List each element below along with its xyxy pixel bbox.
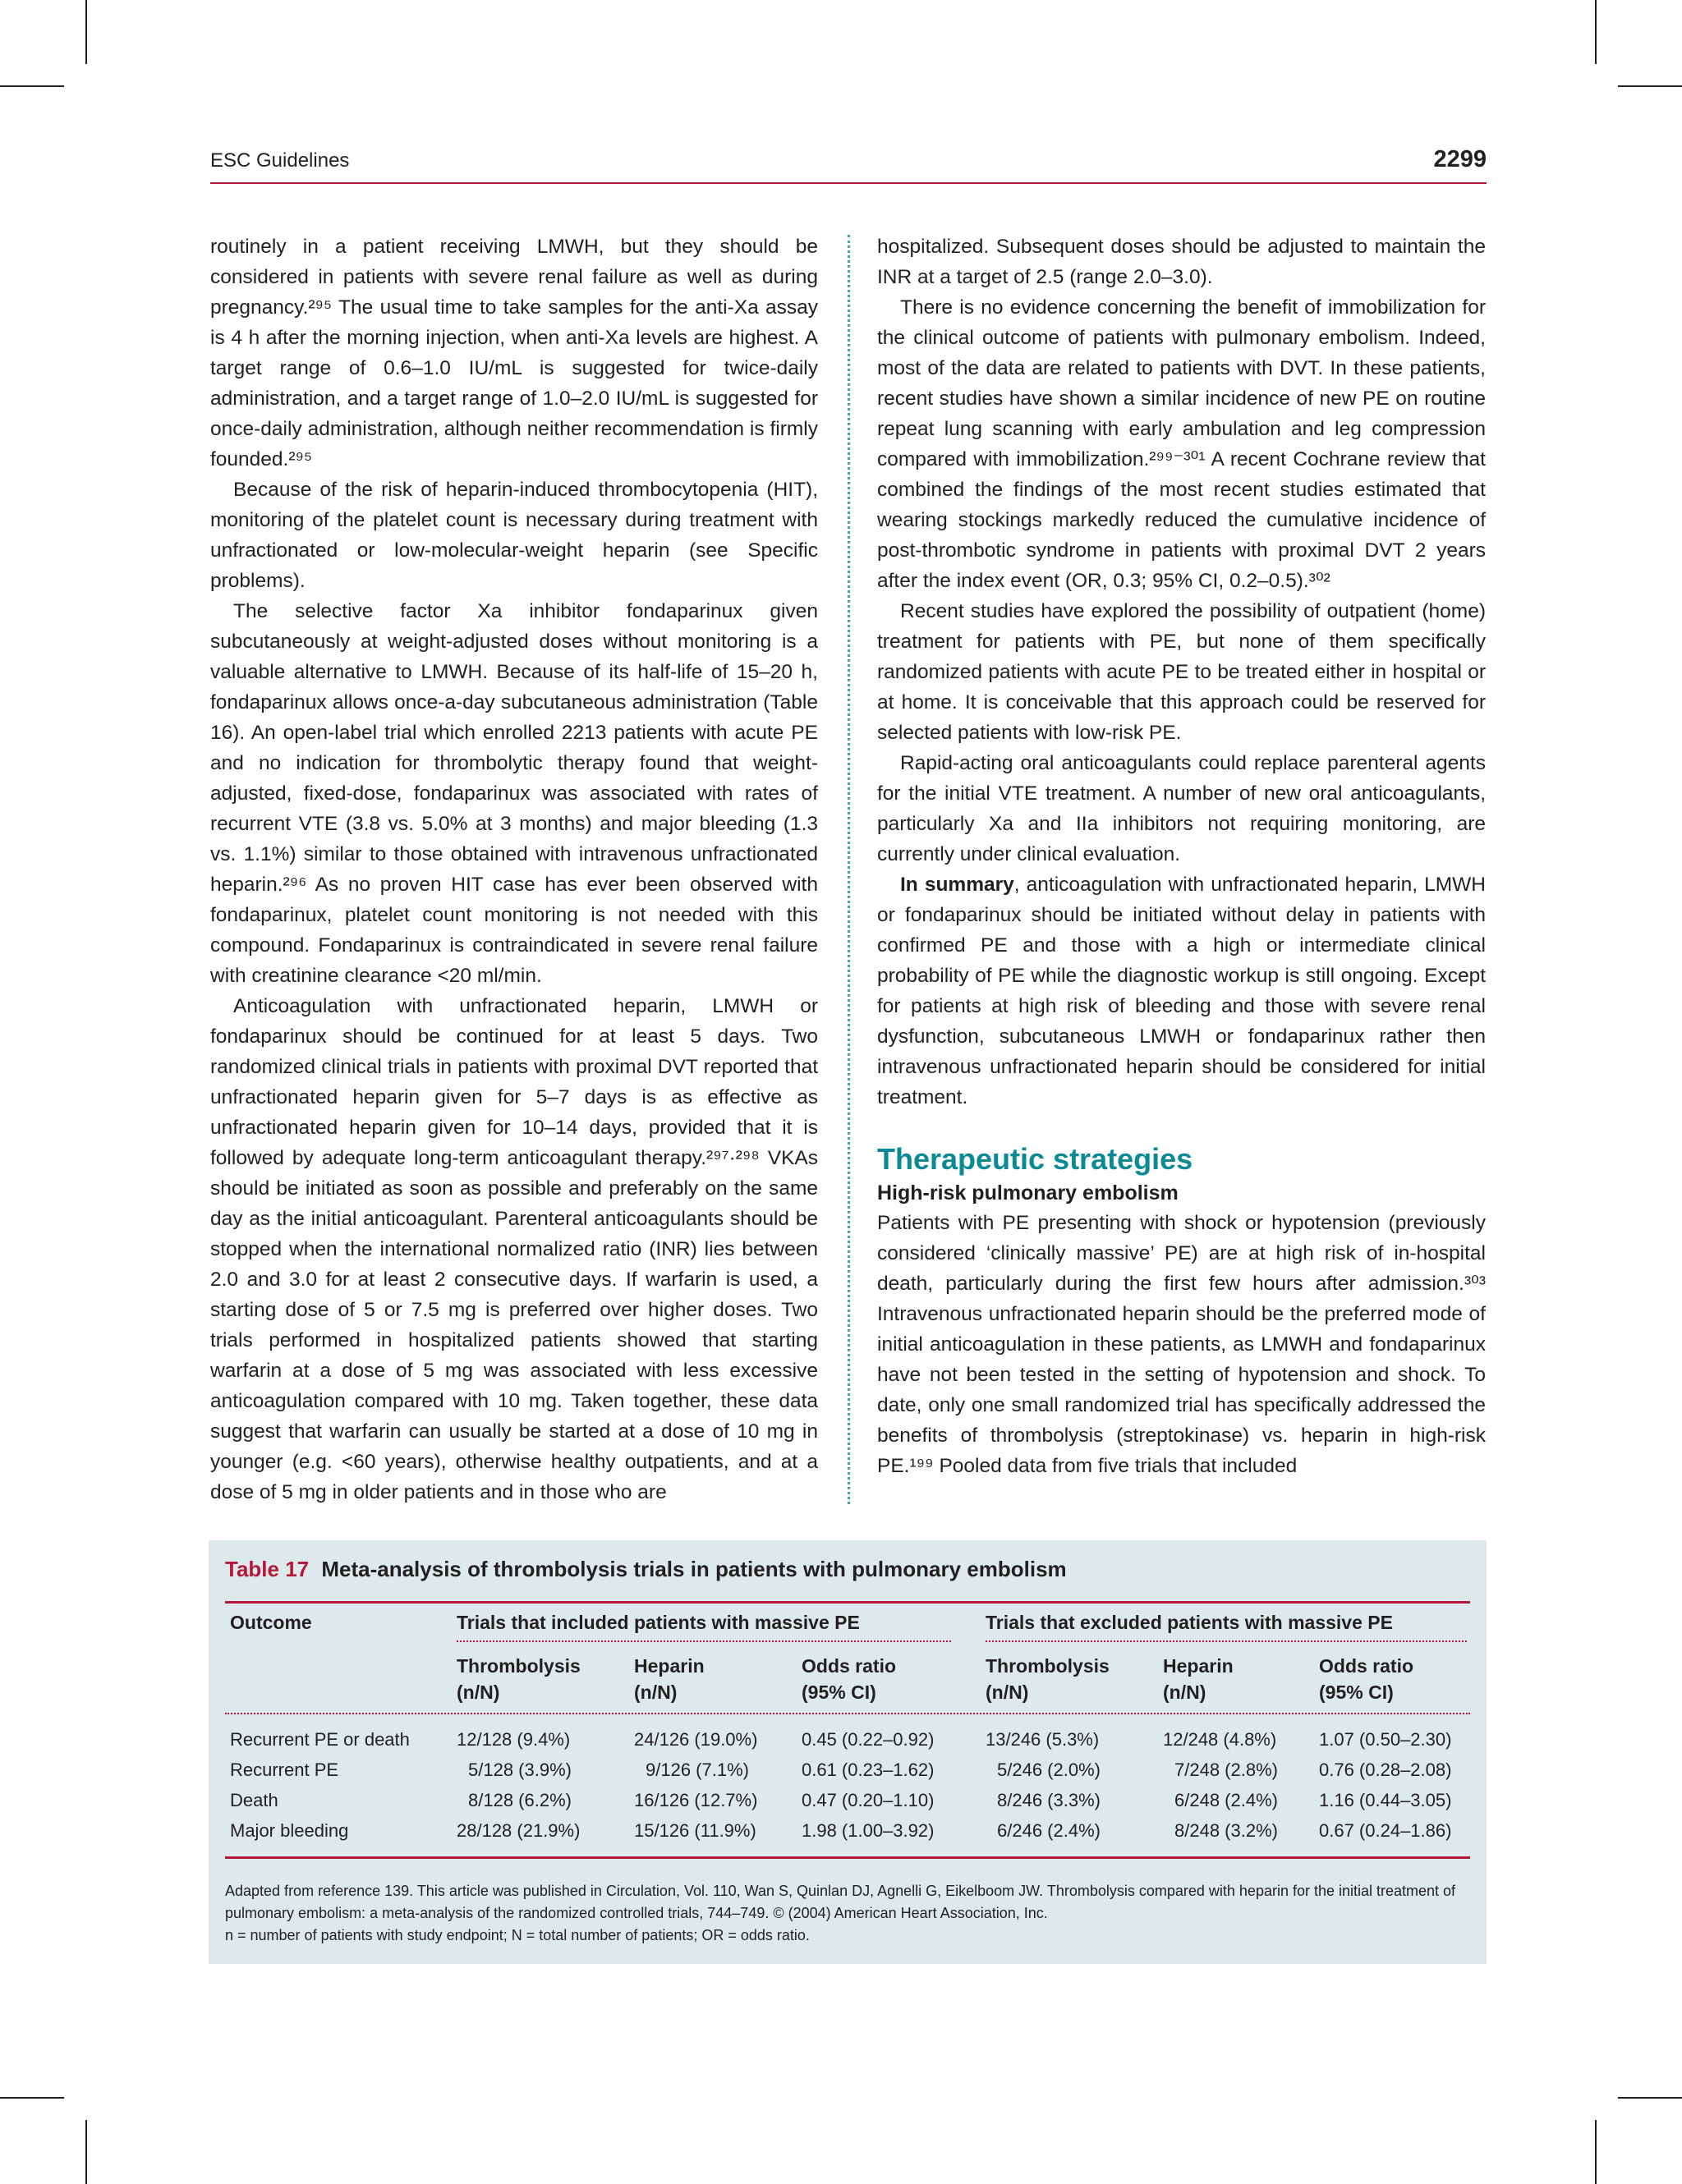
table-cell: 5/246 (2.0%) [997, 1760, 1101, 1780]
table-cell: 12/128 (9.4%) [457, 1729, 571, 1750]
table-cell: 6/248 (2.4%) [1174, 1790, 1278, 1810]
table-cell: 5/128 (3.9%) [468, 1760, 572, 1780]
table-cell: 16/126 (12.7%) [634, 1790, 758, 1810]
header-rule [225, 1713, 1470, 1714]
summary-lead: In summary [900, 874, 1014, 896]
table-footnote [225, 1880, 1470, 1947]
section-heading: Therapeutic strategies [877, 1142, 1193, 1176]
paragraph: routinely in a patient receiving LMWH, but they should be considered in patients with severe renal failure as well as during pregnancy.²⁹⁵ The usual time to take samples for the anti-Xa assay is 4 h after the morning injection, when anti-Xa levels are highest. A target range of 0.6–1.0 IU/mL is suggested for twice-daily administration, and a target range of 1.0–2.0 IU/mL is suggested for once-daily administration, although neither recommendation is firmly founded.²⁹⁵ [210, 236, 818, 470]
crop-mark [0, 2097, 64, 2099]
table-cell: 1.07 (0.50–2.30) [1319, 1729, 1452, 1750]
summary-text: , anticoagulation with unfractionated heparin, LMWH or fondaparinux should be initiated without delay in patients with confirmed PE and those with a high or intermediate clinical probability of PE while the diagnostic workup is still ongoing. Except for patients at high risk of bleeding and those with severe renal dysfunction, subcutaneous LMWH or fondaparinux rather then intravenous unfractionated heparin should be considered for initial treatment. [877, 874, 1487, 1108]
column-header: (95% CI) [802, 1682, 876, 1703]
table-cell: 8/246 (3.3%) [997, 1790, 1101, 1810]
crop-mark [1618, 2097, 1682, 2099]
column-divider [848, 235, 850, 1504]
table-17 [209, 1540, 1487, 1964]
column-header: Odds ratio [802, 1655, 897, 1677]
column-header: (n/N) [634, 1682, 678, 1703]
right-column [877, 232, 1486, 1481]
table-cell: 9/126 (7.1%) [646, 1760, 749, 1780]
column-header: (n/N) [1163, 1682, 1206, 1703]
summary-paragraph [877, 869, 1486, 1113]
column-header: Heparin [634, 1655, 705, 1677]
paragraph: The selective factor Xa inhibitor fondaparinux given subcutaneously at weight-adjusted doses without monitoring is a valuable alternative to LMWH. Because of its half-life of 15–20 h, fondaparinux allows once-a-day subcutaneous administration (Table 16). An open-label trial which enrolled 2213 patients with acute PE and no indication for thrombolytic therapy found that weight-adjusted, fixed-dose, fondaparinux was associated with rates of recurrent VTE (3.8 vs. 5.0% at 3 months) and major bleeding (1.3 vs. 1.1%) similar to those obtained with intravenous unfractionated heparin.²⁹⁶ As no proven HIT case has ever been observed with fondaparinux, platelet count monitoring is not needed with this compound. Fondaparinux is contraindicated in severe renal failure with creatinine clearance <20 ml/min. [210, 600, 818, 987]
table-title: Meta-analysis of thrombolysis trials in patients with pulmonary embolism [321, 1557, 1067, 1581]
paragraph: Because of the risk of heparin-induced thrombocytopenia (HIT), monitoring of the platelet count is necessary during treatment with unfractionated or low-molecular-weight heparin (see Specific problems). [210, 479, 818, 592]
paragraph: There is no evidence concerning the benefit of immobilization for the clinical outcome of patients with pulmonary embolism. Indeed, most of the data are related to patients with DVT. In these patients, recent studies have shown a similar incidence of new PE on routine repeat lung scanning with early ambulation and leg compression compared with immobilization.²⁹⁹⁻³⁰¹ A recent Cochrane review that combined the findings of the most recent studies estimated that wearing stockings markedly reduced the cumulative incidence of post-thrombotic syndrome in patients with proximal DVT 2 years after the index event (OR, 0.3; 95% CI, 0.2–0.5).³⁰² [877, 296, 1486, 592]
column-header-outcome: Outcome [230, 1612, 312, 1633]
table-cell-outcome: Recurrent PE or death [230, 1729, 410, 1750]
paragraph: Anticoagulation with unfractionated heparin, LMWH or fondaparinux should be continued for at least 5 days. Two randomized clinical trials in patients with proximal DVT reported that unfractionated heparin given for 5–7 days is as effective as unfractionated heparin given for 10–14 days, provided that it is followed by adequate long-term anticoagulant therapy.²⁹⁷·²⁹⁸ VKAs should be initiated as soon as possible and preferably on the same day as the initial anticoagulant. Parenteral anticoagulants should be stopped when the international normalized ratio (INR) lies between 2.0 and 3.0 for at least 2 consecutive days. If warfarin is used, a starting dose of 5 or 7.5 mg is preferred over higher doses. Two trials performed in hospitalized patients showed that starting warfarin at a dose of 5 mg was associated with less excessive anticoagulation compared with 10 mg. Taken together, these data suggest that warfarin can usually be started at a dose of 10 mg in younger (e.g. <60 years), otherwise healthy outpatients, and at a dose of 5 mg in older patients and in those who are [210, 995, 818, 1503]
table-cell: 28/128 (21.9%) [457, 1820, 581, 1841]
column-header: Odds ratio [1319, 1655, 1414, 1677]
column-header: (n/N) [986, 1682, 1029, 1703]
table-cell: 0.61 (0.23–1.62) [802, 1760, 935, 1780]
table-cell-outcome: Major bleeding [230, 1820, 349, 1841]
table-caption [225, 1557, 1067, 1582]
table-cell-outcome: Death [230, 1790, 278, 1810]
paragraph: Recent studies have explored the possibility of outpatient (home) treatment for patients with PE, but none of them specifically randomized patients with acute PE to be treated either in hospital or at home. It is conceivable that this approach could be reserved for selected patients with low-risk PE. [877, 600, 1486, 744]
group-rule [457, 1640, 951, 1642]
column-header: Heparin [1163, 1655, 1234, 1677]
paragraph: Patients with PE presenting with shock or hypotension (previously considered ‘clinically massive’ PE) are at high risk of in-hospital death, particularly during the first few hours after admission.³⁰³ Intravenous unfractionated heparin should be the preferred mode of initial anticoagulation in these patients, as LMWH and fondaparinux have not been tested in the setting of hypotension and shock. To date, only one small randomized trial has specifically addressed the benefits of thrombolysis (streptokinase) vs. heparin in high-risk PE.¹⁹⁹ Pooled data from five trials that included [877, 1212, 1486, 1477]
group-rule [986, 1640, 1467, 1642]
table-number: Table 17 [225, 1557, 310, 1581]
crop-mark [1618, 85, 1682, 87]
table-cell: 1.98 (1.00–3.92) [802, 1820, 935, 1841]
crop-mark [85, 2120, 87, 2184]
header-rule [210, 182, 1487, 184]
table-cell: 13/246 (5.3%) [986, 1729, 1100, 1750]
table-cell: 6/246 (2.4%) [997, 1820, 1101, 1841]
table-cell: 12/248 (4.8%) [1163, 1729, 1277, 1750]
table-cell: 7/248 (2.8%) [1174, 1760, 1278, 1780]
page-number: 2299 [1433, 146, 1487, 172]
table-cell: 8/128 (6.2%) [468, 1790, 572, 1810]
column-header: Thrombolysis [986, 1655, 1110, 1677]
table-top-rule [225, 1601, 1470, 1604]
table-cell: 15/126 (11.9%) [634, 1820, 756, 1841]
table-cell: 0.67 (0.24–1.86) [1319, 1820, 1452, 1841]
running-header: ESC Guidelines [210, 149, 350, 172]
table-cell: 24/126 (19.0%) [634, 1729, 758, 1750]
table-cell: 8/248 (3.2%) [1174, 1820, 1278, 1841]
table-cell: 0.76 (0.28–2.08) [1319, 1760, 1452, 1780]
footnote-source: Adapted from reference 139. This article was published in Circulation, Vol. 110, Wan S, Quinlan DJ, Agnelli G, Eikelboom JW. Thrombolysis compared with heparin for the initial treatment of pulmonary embolism: a meta-analysis of the randomized controlled trials, 744–749. © (2004) American Heart Association, Inc. [225, 1883, 1456, 1921]
crop-mark [1595, 2120, 1597, 2184]
group-header-massive: Trials that included patients with massive PE [457, 1612, 860, 1633]
paragraph: hospitalized. Subsequent doses should be adjusted to maintain the INR at a target of 2.5 (range 2.0–3.0). [877, 236, 1486, 288]
column-header: (95% CI) [1319, 1682, 1394, 1703]
footnote-abbreviations: n = number of patients with study endpoint; N = total number of patients; OR = odds ratio. [225, 1927, 810, 1943]
column-header: (n/N) [457, 1682, 500, 1703]
paragraph: Rapid-acting oral anticoagulants could replace parenteral agents for the initial VTE treatment. A number of new oral anticoagulants, particularly Xa and IIa inhibitors not requiring monitoring, are currently under clinical evaluation. [877, 752, 1486, 865]
table-bottom-rule [225, 1856, 1470, 1859]
column-header: Thrombolysis [457, 1655, 581, 1677]
crop-mark [1595, 0, 1597, 64]
table-cell: 1.16 (0.44–3.05) [1319, 1790, 1452, 1810]
table-cell-outcome: Recurrent PE [230, 1760, 339, 1780]
crop-mark [85, 0, 87, 64]
left-column [210, 232, 818, 1507]
group-header-excluded: Trials that excluded patients with massive PE [986, 1612, 1393, 1633]
subsection-heading: High-risk pulmonary embolism [877, 1181, 1179, 1204]
table-cell: 0.45 (0.22–0.92) [802, 1729, 935, 1750]
table-cell: 0.47 (0.20–1.10) [802, 1790, 935, 1810]
crop-mark [0, 85, 64, 87]
